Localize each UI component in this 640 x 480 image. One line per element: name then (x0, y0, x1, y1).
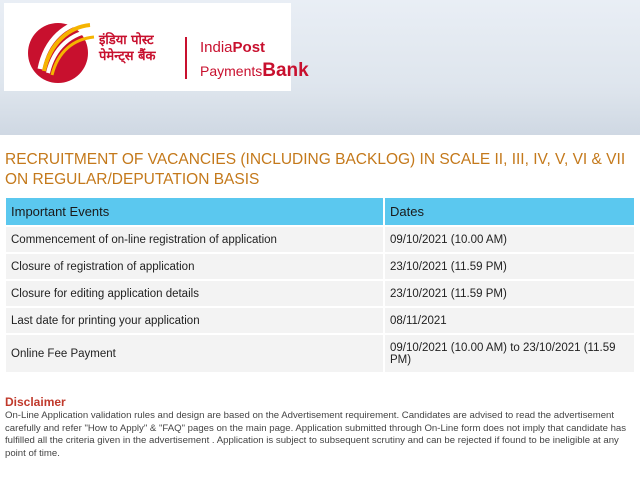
logo-divider (185, 37, 187, 79)
event-cell: Online Fee Payment (6, 335, 383, 372)
event-cell: Closure of registration of application (6, 254, 383, 279)
header-dates: Dates (385, 198, 634, 225)
header-important-events: Important Events (6, 198, 383, 225)
logo-hindi-line1: इंडिया पोस्ट (99, 33, 154, 48)
important-events-table (4, 196, 636, 374)
event-cell: Last date for printing your application (6, 308, 383, 333)
logo-word-payments: Payments (200, 63, 263, 79)
table-row (6, 335, 634, 372)
page-title: RECRUITMENT OF VACANCIES (INCLUDING BACKLOG) IN SCALE II, III, IV, V, VI & VII ON REGULAR/DEPUTATION BASIS (5, 151, 626, 188)
logo-hindi-text (99, 33, 181, 65)
ippb-emblem-icon (26, 9, 96, 89)
disclaimer-title: Disclaimer (5, 395, 66, 409)
logo-english-line1 (200, 39, 265, 56)
date-cell: 23/10/2021 (11.59 PM) (385, 281, 634, 306)
date-cell: 09/10/2021 (10.00 AM) to 23/10/2021 (11.59 PM) (385, 335, 634, 372)
event-cell: Commencement of on-line registration of application (6, 227, 383, 252)
table-row (6, 281, 634, 306)
table-row (6, 254, 634, 279)
disclaimer-text: On-Line Application validation rules and design are based on the Advertisement requirement. Candidates are advised to read the advertisement carefully and refer "How to Apply" & "FAQ" pages on the main page. Application submitted through On-Line form does not imply that candidate has fulfilled all the criteria given in the advertisement . Application is subject to subsequent scrutiny and can be rejected if found to be ineligible at any point of time. (5, 410, 627, 459)
logo-hindi-line2: पेमेन्ट्स बैंक (99, 49, 156, 64)
event-cell: Closure for editing application details (6, 281, 383, 306)
table-row (6, 227, 634, 252)
date-cell: 23/10/2021 (11.59 PM) (385, 254, 634, 279)
header-stripe (0, 92, 640, 135)
logo-word-india: India (200, 39, 233, 56)
logo-english-line2 (200, 60, 309, 82)
table-header-row (6, 198, 634, 225)
date-cell: 08/11/2021 (385, 308, 634, 333)
logo-word-bank: Bank (262, 60, 309, 81)
logo-word-post: Post (232, 39, 266, 56)
ippb-logo[interactable] (4, 3, 309, 91)
table-row (6, 308, 634, 333)
date-cell: 09/10/2021 (10.00 AM) (385, 227, 634, 252)
